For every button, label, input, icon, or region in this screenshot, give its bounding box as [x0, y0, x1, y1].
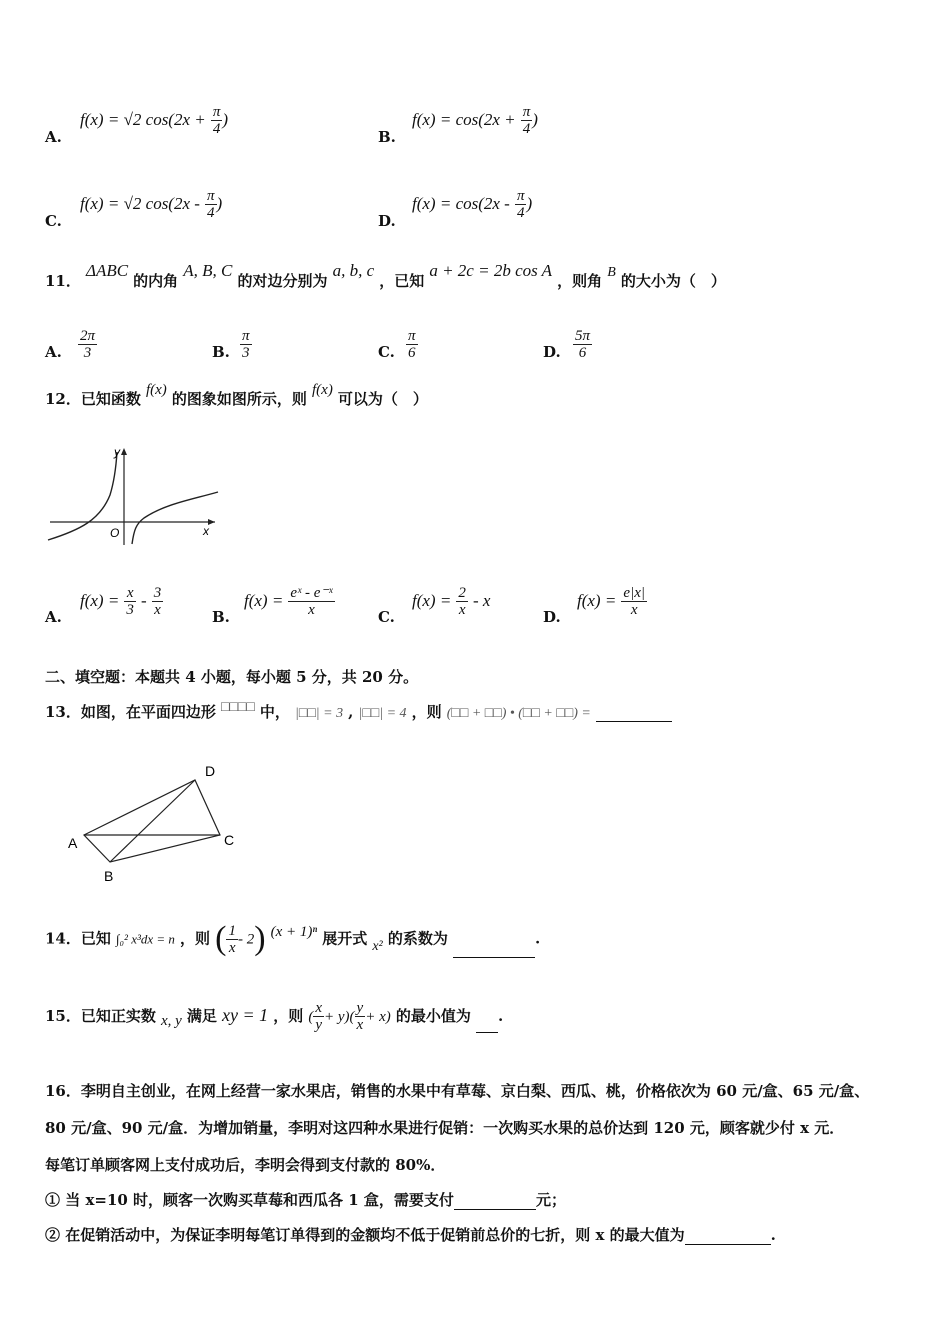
diagonal-bd	[110, 780, 195, 862]
q10-option-d-formula: f(x) = cos(2x - $\frac{\pi}{4}$ )	[412, 188, 533, 221]
q10-option-b-formula: f(x) = cos(2x + $\frac{\pi}{4}$ )	[412, 104, 538, 137]
q16-answer-blank-1[interactable]	[454, 1195, 536, 1210]
section-2-heading: 二、填空题：本题共 4 小题，每小题 5 分，共 20 分。	[45, 668, 419, 686]
y-axis-label: y	[114, 445, 120, 459]
q12-option-d-label: D.	[543, 608, 561, 626]
q16-subquestion-1: ① 当 x=10 时，顾客一次购买草莓和西瓜各 1 盒，需要支付 元；	[45, 1191, 566, 1209]
q12-option-b-label: B.	[212, 608, 230, 626]
vertex-b-label: B	[104, 868, 114, 884]
q13-answer-blank[interactable]	[596, 707, 672, 722]
q10-option-c-formula: f(x) = √2 cos(2x - $\frac{\pi}{4}$ )	[80, 188, 223, 221]
q10-option-b-label: B.	[378, 128, 396, 146]
x-axis-label: x	[203, 524, 209, 538]
q13-stem: 13．如图，在平面四边形 □□□□ 中， |□□| = 3 , |□□| = 4 ，则 (□□ + □□) • (□□ + □□) =	[45, 701, 672, 722]
vertex-d-label: D	[205, 763, 216, 779]
x-axis-arrow	[208, 519, 215, 525]
q16-line-1: 16．李明自主创业，在网上经营一家水果店，销售的水果中有草莓、京白梨、西瓜、桃，价格依次为 60 元/盒、65 元/盒、	[45, 1082, 870, 1100]
q11-option-c-label: C.	[378, 343, 395, 361]
q16-line-3: 每笔订单顾客网上支付成功后，李明会得到支付款的 80%．	[45, 1156, 446, 1174]
q16-answer-blank-2[interactable]	[685, 1230, 771, 1245]
q12-option-c-label: C.	[378, 608, 395, 626]
q15-answer-blank[interactable]	[476, 1018, 498, 1033]
q11-option-a-value: $\frac{2\pi}{3}$	[80, 328, 96, 361]
left-branch	[48, 452, 120, 540]
vertex-a-label: A	[68, 835, 78, 851]
q13-quadrilateral-figure	[60, 760, 250, 890]
q11-option-c-value: $\frac{\pi}{6}$	[408, 328, 416, 361]
q16-subquestion-2: ② 在促销活动中，为保证李明每笔订单得到的金额均不低于促销前总价的七折，则 x 的最大值为 .	[45, 1226, 776, 1244]
q12-option-b-formula: f(x) = $\frac{\text{eˣ - e⁻ˣ}}{x}$	[244, 585, 333, 618]
q16-line-2: 80 元/盒、90 元/盒．为增加销量，李明对这四种水果进行促销：一次购买水果的总价达到 120 元，顾客就少付 x 元．	[45, 1119, 845, 1137]
q10-option-a-formula: f(x) = √2 cos(2x + $\frac{\pi}{4}$ )	[80, 104, 229, 137]
q11-option-d-label: D.	[543, 343, 561, 361]
y-axis-arrow	[121, 448, 127, 455]
q15-stem: 15．已知正实数 x, y 满足 xy = 1 ，则 ( $\frac{x}{y}$ + y)( $\frac{y}{x}$ + x) 的最小值为 .	[45, 1000, 504, 1033]
origin-label: O	[110, 526, 120, 540]
q11-option-b-value: $\frac{\pi}{3}$	[242, 328, 250, 361]
q10-option-d-label: D.	[378, 212, 396, 230]
q12-function-graph	[40, 440, 230, 550]
q14-answer-blank[interactable]	[453, 943, 535, 958]
vertex-c-label: C	[224, 832, 235, 848]
q11-option-a-label: A.	[45, 343, 62, 361]
q10-option-c-label: C.	[45, 212, 62, 230]
q12-option-a-formula: f(x) = $\frac{x}{3}$ - $\frac{3}{x}$	[80, 585, 162, 618]
q12-stem: 12．已知函数 f(x) 的图象如图所示，则 f(x) 可以为（ ）	[45, 382, 428, 408]
q11-option-d-value: $\frac{5\pi}{6}$	[575, 328, 591, 361]
q11-stem: 11． ΔABC 的内角 A, B, C 的对边分别为 a, b, c ，已知 a + 2c = 2b cos A ，则角 B 的大小为（ ）	[45, 261, 726, 290]
q11-option-b-label: B.	[212, 343, 230, 361]
q10-option-a-label: A.	[45, 128, 62, 146]
q14-stem: 14．已知 ∫₀² x³dx = n ，则 ( $\frac{1}{x}$ - 2) (x + 1)ⁿ 展开式 x² 的系数为 .	[45, 920, 541, 957]
q12-option-a-label: A.	[45, 608, 62, 626]
q12-option-c-formula: f(x) = $\frac{2}{x}$ - x	[412, 585, 491, 618]
q12-option-d-formula: f(x) = $\frac{e|x|}{x}$	[577, 585, 645, 618]
